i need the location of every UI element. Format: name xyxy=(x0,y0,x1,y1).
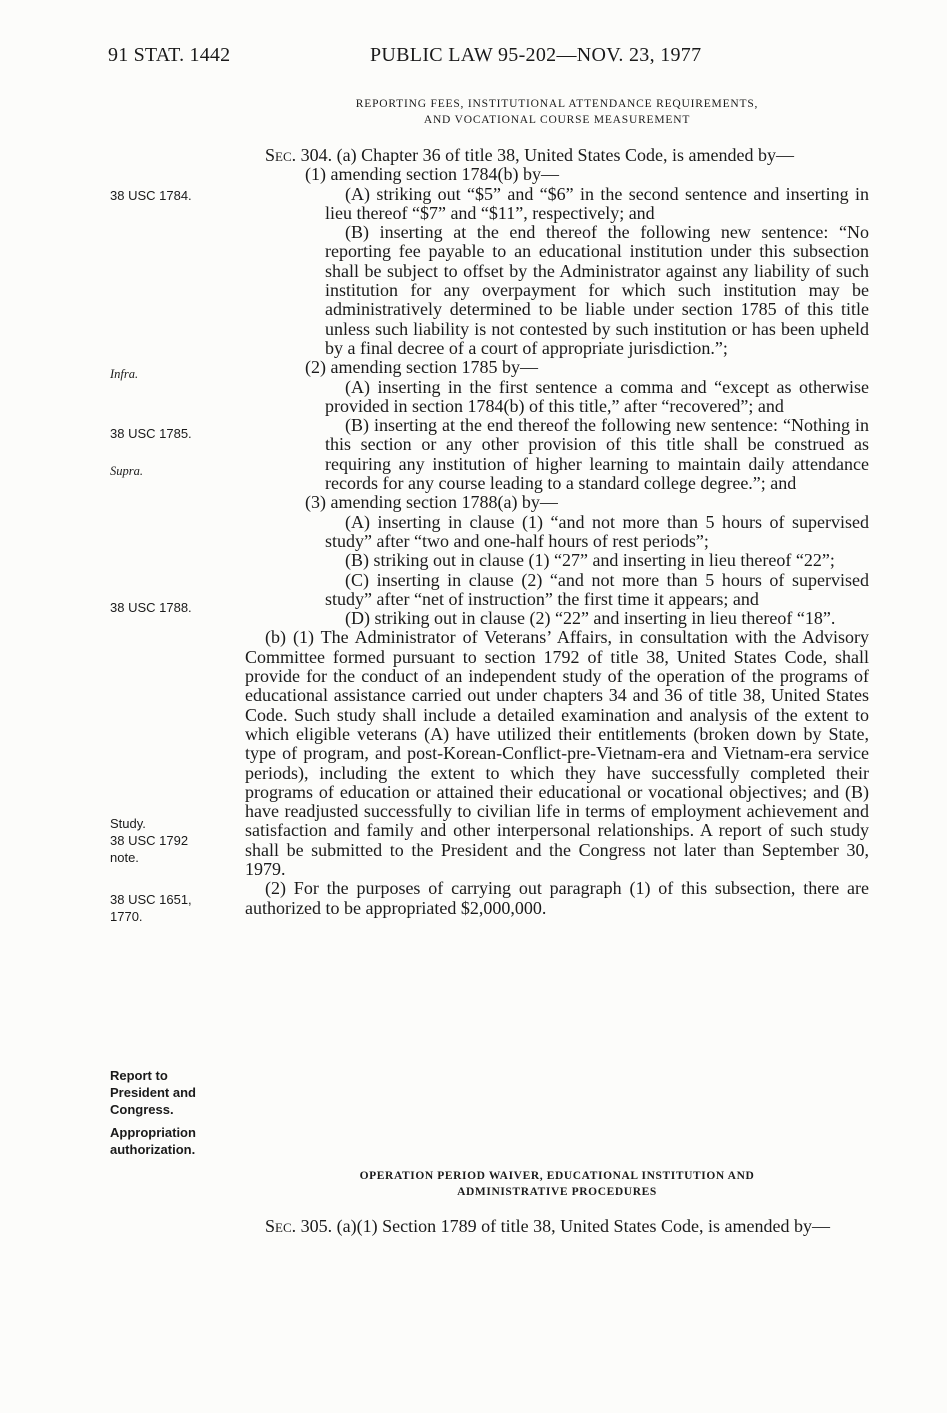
margin-note-study-line3: note. xyxy=(110,850,139,865)
margin-note-1651 xyxy=(110,891,230,925)
section-305-intro-text: 305. (a)(1) Section 1789 of title 38, United States Code, is amended by— xyxy=(296,1216,831,1236)
para-2: (2) amending section 1785 by— xyxy=(305,357,538,378)
section-304-heading xyxy=(245,96,869,128)
page-header xyxy=(0,44,947,76)
page-number: 91 STAT. 1442 xyxy=(108,44,231,66)
para-2B: (B) inserting at the end thereof the following new sentence: “Nothing in this section or any other provision of this title shall be construed as requiring any institution of higher learning to maintain daily attendance records for any course leading to a standard college degree.”; and xyxy=(325,415,869,494)
margin-note-1784: 38 USC 1784. xyxy=(110,188,192,203)
margin-note-appropriation-line1: Appropriation xyxy=(110,1125,196,1140)
para-3B: (B) striking out in clause (1) “27” and inserting in lieu thereof “22”; xyxy=(345,550,835,571)
margin-note-1651-line1: 38 USC 1651, xyxy=(110,892,192,907)
margin-note-report xyxy=(110,1067,230,1118)
margin-note-report-line2: President and xyxy=(110,1085,196,1100)
para-3A: (A) inserting in clause (1) “and not more than 5 hours of supervised study” after “two and one-half hours of rest periods”; xyxy=(325,511,869,551)
sec-label: Sec. xyxy=(265,145,297,165)
para-3D: (D) striking out in clause (2) “22” and inserting in lieu thereof “18”. xyxy=(345,608,836,629)
section-304-intro-text: 304. (a) Chapter 36 of title 38, United States Code, is amended by— xyxy=(296,145,795,165)
para-1: (1) amending section 1784(b) by— xyxy=(305,164,559,185)
section-305-intro xyxy=(245,1216,869,1236)
margin-note-appropriation xyxy=(110,1124,230,1158)
section-304-intro xyxy=(245,146,869,165)
para-b2: (2) For the purposes of carrying out paragraph (1) of this subsection, there are authorized to be appropriated $2,000,000. xyxy=(245,878,869,918)
section-305-heading-line2: ADMINISTRATIVE PROCEDURES xyxy=(457,1186,657,1198)
para-3: (3) amending section 1788(a) by— xyxy=(305,492,558,513)
margin-note-appropriation-line2: authorization. xyxy=(110,1142,196,1157)
section-305-heading xyxy=(245,1168,869,1200)
sec-label: Sec. xyxy=(265,1216,297,1236)
section-304-heading-line1: REPORTING FEES, INSTITUTIONAL ATTENDANCE REQUIREMENTS, xyxy=(355,98,759,110)
margin-note-1651-line2: 1770. xyxy=(110,909,143,924)
para-1A: (A) striking out “$5” and “$6” in the second sentence and inserting in lieu thereof “$7” and “$11”, respectively; and xyxy=(325,183,869,223)
section-304-body xyxy=(245,146,869,918)
margin-note-study-line1: Study. xyxy=(110,816,146,831)
margin-note-study xyxy=(110,815,230,866)
para-3C: (C) inserting in clause (2) “and not more than 5 hours of supervised study” after “net of instruction” the first time it appears; and xyxy=(325,569,869,609)
margin-note-supra: Supra. xyxy=(110,464,143,478)
margin-note-report-line1: Report to xyxy=(110,1068,168,1083)
para-2A: (A) inserting in the first sentence a comma and “except as otherwise provided in section 1784(b) of this title,” after “recovered”; and xyxy=(325,376,869,416)
margin-note-study-line2: 38 USC 1792 xyxy=(110,833,189,848)
margin-note-report-line3: Congress. xyxy=(110,1102,174,1117)
section-305-body xyxy=(245,1216,869,1236)
section-304-heading-line2: AND VOCATIONAL COURSE MEASUREMENT xyxy=(423,114,691,126)
law-title: PUBLIC LAW 95-202—NOV. 23, 1977 xyxy=(370,44,702,66)
section-305-heading-line1: OPERATION PERIOD WAIVER, EDUCATIONAL INSTITUTION AND xyxy=(359,1170,755,1182)
para-b1: (b) (1) The Administrator of Veterans’ Affairs, in consultation with the Advisory Committee formed pursuant to section 1792 of title 38, United States Code, shall provide for the conduct of an independent study of the operation of the programs of educational assistance carried out under chapters 34 and 36 of title 38, United States Code. Such study shall include a detailed examination and analysis of the extent to which eligible veterans (A) have utilized their entitlements (broken down by State, type of program, and post-Korean-Conflict-pre-Vietnam-era and Vietnam-era service periods), including the extent to which they have successfully completed their programs of education or attained their educational or vocational objectives; and (B) have readjusted successfully to civilian life in terms of employment achievement and satisfaction and family and other interpersonal relationships. A report of such study shall be submitted to the President and the Congress not later than September 30, 1979. xyxy=(245,627,869,879)
para-1B: (B) inserting at the end thereof the following new sentence: “No reporting fee payable to an educational institution under this subsection shall be subject to offset by the Administrator against any liability of such institution for any overpayment for which such institution may be administratively determined to be liable under section 1785 of this title unless such liability is not contested by such institution or has been upheld by a final decree of a court of appropriate jurisdiction.”; xyxy=(325,222,869,358)
margin-note-infra: Infra. xyxy=(110,367,139,381)
margin-note-1785: 38 USC 1785. xyxy=(110,426,192,441)
margin-note-1788: 38 USC 1788. xyxy=(110,600,192,615)
